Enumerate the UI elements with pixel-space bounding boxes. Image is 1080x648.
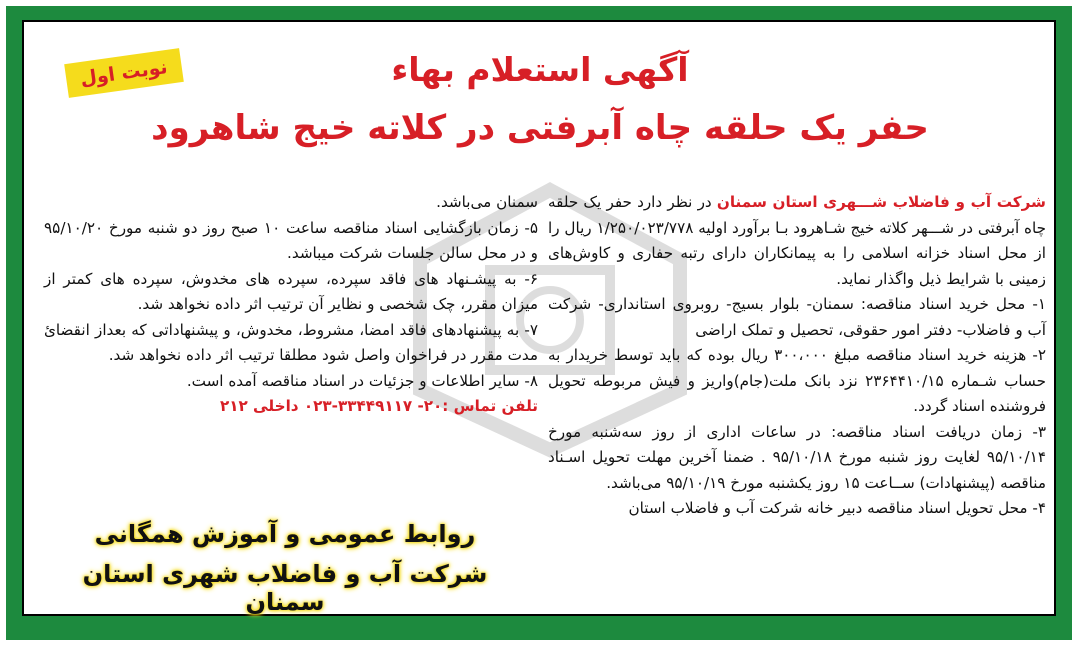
ad-subtitle: حفر یک حلقه چاه آبرفتی در کلاته خیج شاهرود — [151, 108, 929, 148]
item-5: ۵- زمان بازگشایی اسناد مناقصه ساعت ۱۰ صبح روز دو شنبه مورخ ۹۵/۱۰/۲۰ و در محل سالن جلسات شرکت میباشد. — [44, 218, 538, 262]
contact-phone: تلفن تماس :۲۰- ۳۳۴۴۹۱۱۷-۰۲۳ داخلی ۲۱۲ — [219, 397, 538, 415]
item-4-continued: سمنان می‌باشد. — [436, 193, 538, 211]
item-7: ۷- به پیشنهادهای فاقد امضا، مشروط، مخدوش، و پیشنهاداتی که بعداز انقضائ مدت مقرر در فراخوان واصل شود مطلقا ترتیب اثر داده نخواهد شد. — [44, 320, 538, 364]
item-1: ۱- محل خرید اسناد مناقصه: سمنان- بلوار بسیج- روبروی استانداری- شرکت آب و فاضلاب- دفتر امور حقوقی، تحصیل و تملک اراضی — [548, 295, 1046, 339]
item-8: ۸- سایر اطلاعات و جزئیات در اسناد مناقصه آمده است. — [186, 371, 538, 390]
right-column — [548, 190, 1046, 522]
item-2: ۲- هزینه خرید اسناد مناقصه مبلغ ۳۰۰،۰۰۰ ریال بوده که باید توسط خریدار به حساب شـماره ۲۳۶۴۴۱۰/۱۵ نزد بانک ملت(جام)واریز و فیش مربوطه تحویل فروشنده اسناد گردد. — [548, 346, 1047, 415]
intro-text: در نظر دارد حفر یک حلقه چاه آبرفتی در شـــهر کلاته خیج شـاهرود بـا برآورد اولیه ۱/۲۵۰/۰۲۳/۷۷۸ ریال را از محل اسناد خزانه اسلامی را به پیمانکاران دارای رتبه حفاری و کاوش‌های زمینی با شرایط ذیل واگذار نماید. — [548, 193, 1046, 288]
ad-title: آگهی استعلام بهاء — [391, 50, 689, 89]
company-name: شرکت آب و فاضلاب شـــهری استان سمنان — [716, 193, 1046, 211]
left-column — [44, 190, 538, 420]
signature-department: روابط عمومی و آموزش همگانی — [94, 520, 476, 548]
item-3: ۳- زمان دریافت اسناد مناقصه: در ساعات اداری از روز سه‌شنبه مورخ ۹۵/۱۰/۱۴ لغایت روز شنبه مورخ ۹۵/۱۰/۱۸ . ضمنا آخرین مهلت تحویل اسـناد مناقصه (پیشنهادات) ســاعت ۱۵ روز یکشنبه مورخ ۹۵/۱۰/۱۹ می‌باشد. — [548, 422, 1046, 492]
signature-company: شرکت آب و فاضلاب شهری استان سمنان — [82, 560, 488, 616]
first-publication-badge: نوبت اول — [64, 48, 183, 98]
item-4: ۴- محل تحویل اسناد مناقصه دبیر خانه شرکت آب و فاضلاب استان — [628, 499, 1046, 517]
item-6: ۶- به پیشـنهاد های فاقد سپرده، سپرده های مخدوش، سپرده های کمتر از میزان مقرر، چک شخصی و نظایر آن ترتیب اثر داده نخواهد شد. — [44, 269, 538, 313]
intro-paragraph — [548, 190, 1046, 292]
